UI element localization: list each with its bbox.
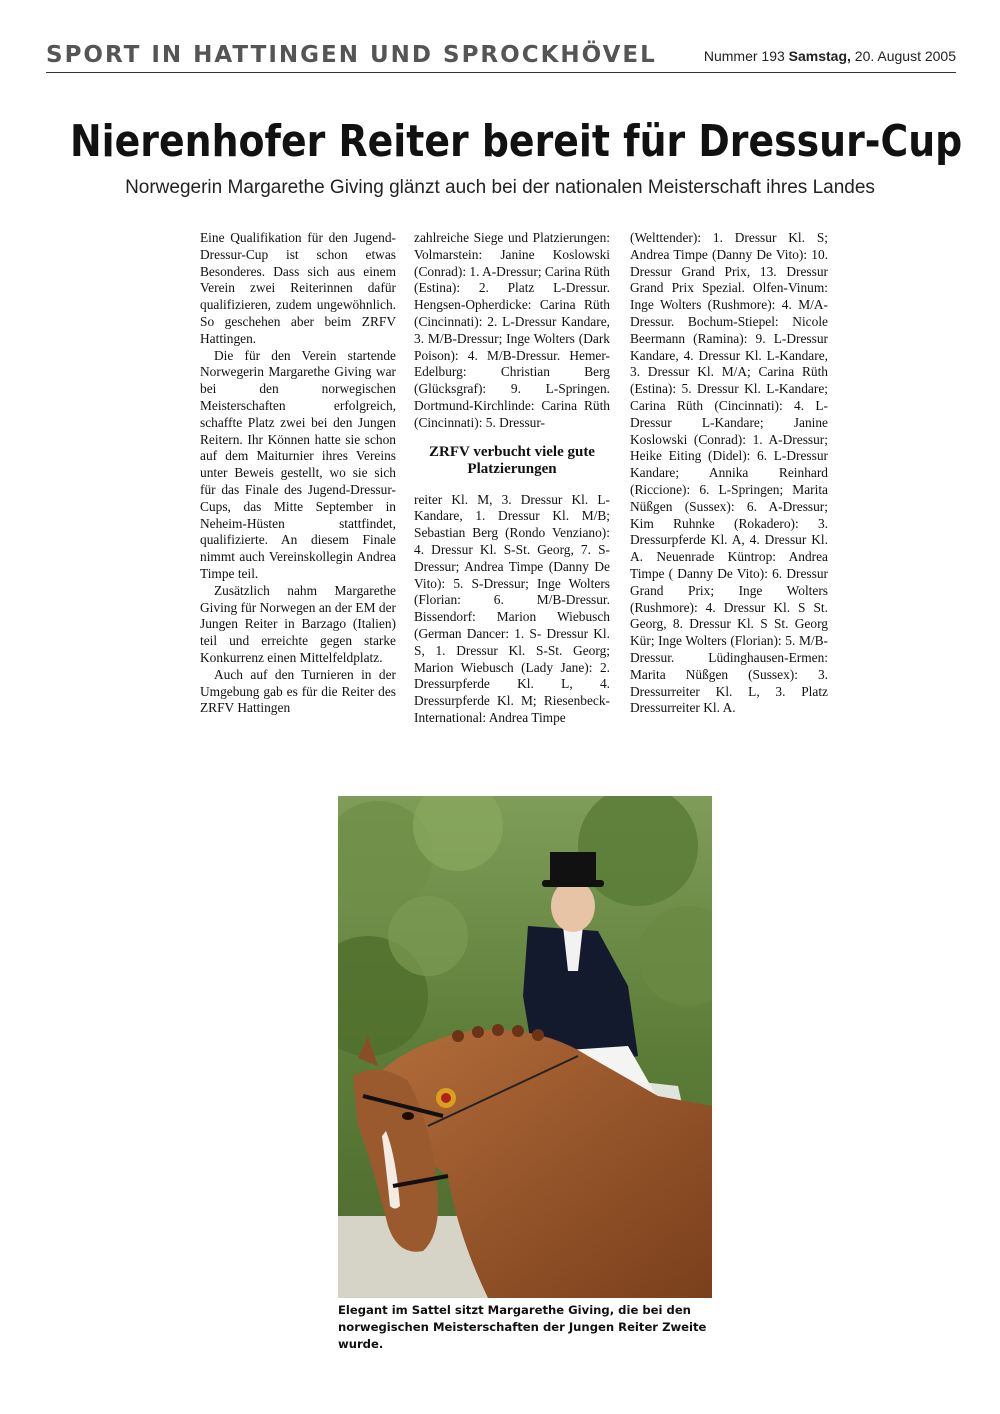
- paragraph: Eine Qualifikation für den Jugend-Dressur-Cup ist schon etwas Besonderes. Dass sich aus einem Verein zwei Reiterinnen dafür qualifizieren, zudem ungewöhnlich. So geschehen aber beim ZRFV Hattingen.: [200, 230, 396, 346]
- issue-date: 20. August 2005: [854, 48, 956, 64]
- paragraph: Auch auf den Turnieren in der Umgebung gab es für die Reiter des ZRFV Hattingen: [200, 666, 396, 716]
- subheadline: Norwegerin Margarethe Giving glänzt auch bei der nationalen Meisterschaft ihres Landes: [125, 177, 875, 198]
- subheading: ZRFV verbucht viele gute Platzierungen: [429, 443, 595, 477]
- rider-photo: [338, 796, 712, 1298]
- headline: Nierenhofer Reiter bereit für Dressur-Cup: [70, 116, 963, 167]
- paragraph: zahlreiche Siege und Platzierungen: Volmarstein: Janine Koslowski (Conrad): 1. A-Dressur; Carina Rüth (Estina): 2. Platz L-Dressur. Hengsen-Opherdicke: Carina Rüth (Cincinnati): 2. L-Dressur Kandare, 3. M/B-Dressur; Inge Wolters (Dark Poison): 4. M/B-Dressur. Hemer-Edelburg: Christian Berg (Glücksgraf): 9. L-Springen. Dortmund-Kirchlinde: Carina Rüth (Cincinnati): 5. Dressur-: [414, 230, 610, 430]
- article-column-3: [630, 230, 828, 717]
- article-column-1: [200, 230, 396, 717]
- paragraph: reiter Kl. M, 3. Dressur Kl. L-Kandare, 1. Dressur Kl. M/B; Sebastian Berg (Rondo Venziano): 4. Dressur Kl. S-St. Georg, 7. S-Dressur; Andrea Timpe (Danny De Vito): 5. S-Dressur; Inge Wolters (Florian: 6. M/B-Dressur. Bissendorf: Marion Wiebusch (German Dancer: 1. S- Dressur Kl. S, 1. Dressur Kl. S-St. Georg; Marion Wiebusch (Lady Jane): 2. Dressurpferde Kl. L, 4. Dressurpferde Kl. M; Riesenbeck-International: Andrea Timpe: [414, 491, 610, 725]
- paragraph: Die für den Verein startende Norwegerin Margarethe Giving war bei den norwegischen Meisterschaften erfolgreich, schaffte Platz zwei bei den Jungen Reitern. Ihr Können hatte sie schon auf dem Maiturnier ihres Vereins unter Beweis gestellt, wo sie sich für das Finale des Jugend-Dressur-Cups, das Mitte September in Neheim-Hüsten stattfindet, qualifizierte. An diesem Finale nimmt auch Vereinskollegin Andrea Timpe teil.: [200, 347, 396, 581]
- article-column-2: [414, 230, 610, 727]
- issue-weekday: Samstag,: [788, 48, 851, 64]
- masthead: [46, 40, 956, 73]
- paragraph: Zusätzlich nahm Margarethe Giving für Norwegen an der EM der Jungen Reiter in Barzago (Italien) teil und erreichte gegen starke Konkurrenz einen Mittelfeldplatz.: [200, 582, 396, 665]
- issue-info: [704, 48, 956, 64]
- section-title: SPORT IN HATTINGEN UND SPROCKHÖVEL: [46, 42, 657, 68]
- photo-caption: Elegant im Sattel sitzt Margarethe Giving, die bei den norwegischen Meisterschaften der Jungen Reiter Zweite wurde.: [338, 1303, 707, 1351]
- dressage-rider-illustration: [338, 796, 712, 1298]
- issue-number: Nummer 193: [703, 48, 785, 64]
- paragraph: (Welttender): 1. Dressur Kl. S; Andrea Timpe (Danny De Vito): 10. Dressur Grand Prix, 13. Dressur Grand Prix Spezial. Olfen-Vinum: Inge Wolters (Rushmore): 4. M/A-Dressur. Bochum-Stiepel: Nicole Beermann (Ramina): 9. L-Dressur Kandare, 4. Dressur Kl. L-Kandare, 3. Dressur Kl. M/A; Carina Rüth (Estina): 5. Dressur Kl. L-Kandare; Carina Rüth (Cincinnati): 4. L-Dressur L-Kandare; Janine Koslowski (Conrad): 1. A-Dressur; Heike Eiting (Didel): 6. L-Dressur Kandare; Annika Reinhard (Riccione): 6. L-Springen; Marita Nüßgen (Sussex): 6. A-Dressur; Kim Ruhnke (Rokadero): 3. Dressurpferde Kl. A, 4. Dressur Kl. A. Neuenrade Küntrop: Andrea Timpe ( Danny De Vito): 6. Dressur Grand Prix; Inge Wolters (Rushmore): 4. Dressur Kl. S St. Georg, 8. Dressur Kl. S St. Georg Kür; Inge Wolters (Florian): 5. M/B- Dressur. Lüdinghausen-Ermen: Marita Nüßgen (Sussex): 3. Dressurreiter Kl. L, 3. Platz Dressurreiter Kl. A.: [630, 230, 828, 716]
